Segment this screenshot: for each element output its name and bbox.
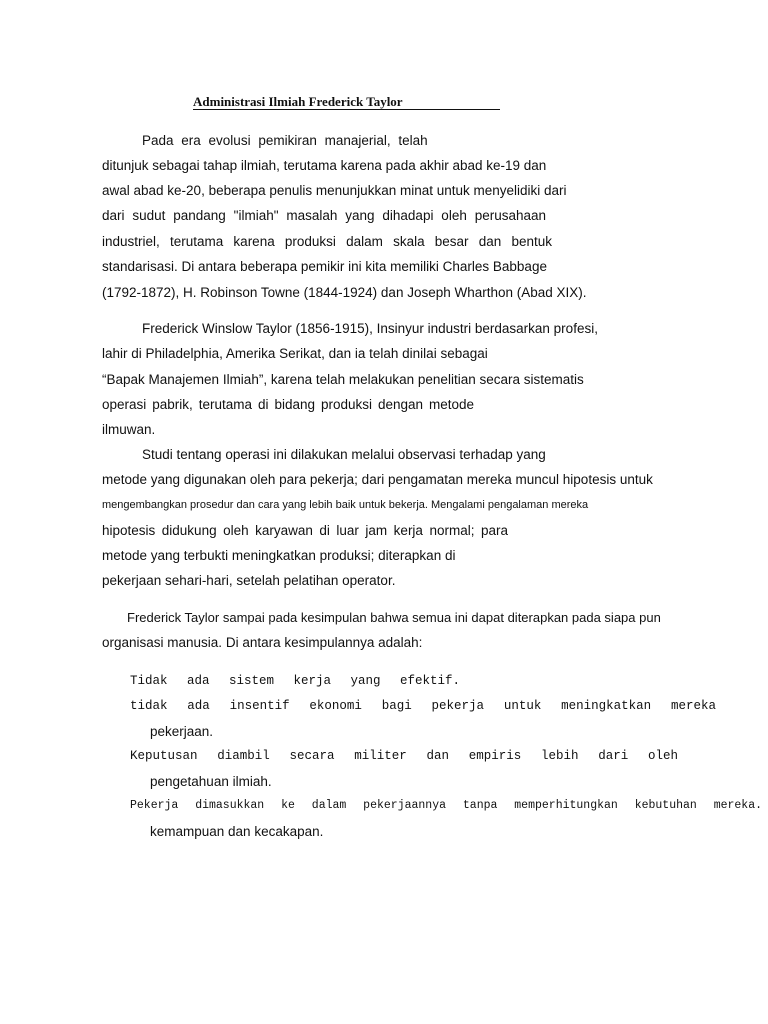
paragraph-line: “Bapak Manajemen Ilmiah”, karena telah melakukan penelitian secara sistematis <box>102 372 584 387</box>
paragraph-line: awal abad ke-20, beberapa penulis menunjukkan minat untuk menyelidiki dari <box>102 183 567 198</box>
paragraph-line: Frederick Winslow Taylor (1856-1915), Insinyur industri berdasarkan profesi, <box>142 321 598 336</box>
paragraph-line: pekerjaan sehari-hari, setelah pelatihan operator. <box>102 573 396 588</box>
list-item-continuation: pengetahuan ilmiah. <box>150 774 272 789</box>
paragraph-line: metode yang digunakan oleh para pekerja; dari pengamatan mereka muncul hipotesis untuk <box>102 472 653 487</box>
paragraph-line: mengembangkan prosedur dan cara yang lebih baik untuk bekerja. Mengalami pengalaman mereka <box>102 499 589 511</box>
paragraph-line: ditunjuk sebagai tahap ilmiah, terutama karena pada akhir abad ke-19 dan <box>102 158 547 173</box>
list-item: Pekerja dimasukkan ke dalam pekerjaannya tanpa memperhitungkan kebutuhan mereka. <box>130 799 762 812</box>
list-item-continuation: pekerjaan. <box>150 724 214 739</box>
paragraph-line: (1792-1872), H. Robinson Towne (1844-1924) dan Joseph Wharthon (Abad XIX). <box>102 285 587 300</box>
paragraph-line: standarisasi. Di antara beberapa pemikir ini kita memiliki Charles Babbage <box>102 259 547 274</box>
list-item-continuation: kemampuan dan kecakapan. <box>150 824 324 839</box>
list-item: Tidak ada sistem kerja yang efektif. <box>130 674 460 688</box>
paragraph-line: metode yang terbukti meningkatkan produksi; diterapkan di <box>102 548 456 563</box>
document-title: Administrasi Ilmiah Frederick Taylor <box>193 95 500 110</box>
paragraph-line: Studi tentang operasi ini dilakukan melalui observasi terhadap yang <box>142 447 546 462</box>
paragraph-line: organisasi manusia. Di antara kesimpulannya adalah: <box>102 635 423 650</box>
paragraph-line: Frederick Taylor sampai pada kesimpulan bahwa semua ini dapat diterapkan pada siapa pun <box>127 610 661 625</box>
paragraph-line: lahir di Philadelphia, Amerika Serikat, dan ia telah dinilai sebagai <box>102 346 488 361</box>
list-item: Keputusan diambil secara militer dan empiris lebih dari oleh <box>130 749 678 763</box>
paragraph-line: hipotesis didukung oleh karyawan di luar jam kerja normal; para <box>102 523 508 538</box>
paragraph-line: ilmuwan. <box>102 422 156 437</box>
paragraph-line: industriel, terutama karena produksi dalam skala besar dan bentuk <box>102 234 552 249</box>
paragraph-line: dari sudut pandang "ilmiah" masalah yang dihadapi oleh perusahaan <box>102 208 546 223</box>
paragraph-line: operasi pabrik, terutama di bidang produksi dengan metode <box>102 397 474 412</box>
paragraph-line: Pada era evolusi pemikiran manajerial, telah <box>142 133 428 148</box>
list-item: tidak ada insentif ekonomi bagi pekerja untuk meningkatkan mereka <box>130 699 716 713</box>
